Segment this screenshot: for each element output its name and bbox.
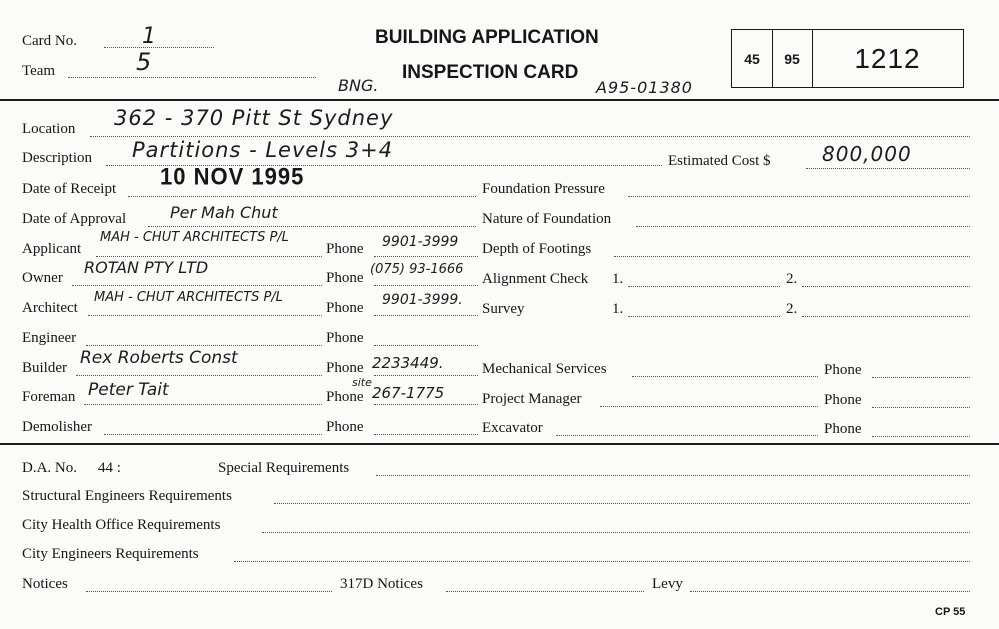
foreman-phone-leader bbox=[374, 404, 478, 405]
city-eng-req-leader bbox=[234, 561, 970, 562]
alignment-2-leader bbox=[802, 286, 970, 287]
applicant-label: Applicant bbox=[22, 241, 82, 257]
project-manager-leader bbox=[600, 406, 818, 407]
excavator-phone-label: Phone bbox=[824, 421, 862, 437]
code-year-cell: 45 bbox=[732, 30, 773, 87]
builder-value: Rex Roberts Const bbox=[80, 348, 238, 368]
structural-req-leader bbox=[274, 503, 970, 504]
form-code: CP 55 bbox=[935, 606, 966, 618]
nature-foundation-leader bbox=[636, 226, 970, 227]
form-title: BUILDING APPLICATION bbox=[375, 27, 599, 48]
reference-note: A95-01380 bbox=[596, 78, 693, 97]
architect-phone-leader bbox=[374, 315, 478, 316]
builder-label: Builder bbox=[22, 360, 67, 376]
location-value: 362 - 370 Pitt St Sydney bbox=[114, 106, 394, 130]
form-subtitle: INSPECTION CARD bbox=[402, 62, 579, 83]
alignment-2-label: 2. bbox=[786, 271, 798, 287]
health-req-leader bbox=[262, 532, 970, 533]
foreman-value: Peter Tait bbox=[88, 380, 169, 400]
demolisher-label: Demolisher bbox=[22, 419, 92, 435]
owner-value: ROTAN PTY LTD bbox=[84, 258, 209, 277]
location-leader bbox=[90, 136, 970, 137]
engineer-leader bbox=[86, 345, 322, 346]
builder-phone-leader bbox=[374, 375, 478, 376]
application-number-box bbox=[731, 29, 964, 88]
mechanical-phone-label: Phone bbox=[824, 362, 862, 378]
engineer-label: Engineer bbox=[22, 330, 77, 346]
owner-leader bbox=[72, 285, 322, 286]
foreman-site-note: site bbox=[352, 376, 372, 389]
builder-phone-value: 2233449. bbox=[372, 354, 444, 372]
applicant-leader bbox=[96, 256, 322, 257]
bng-note: BNG. bbox=[338, 76, 379, 95]
card-no-leader bbox=[104, 47, 214, 48]
foreman-label: Foreman bbox=[22, 389, 76, 405]
foundation-pressure-label: Foundation Pressure bbox=[482, 181, 605, 197]
builder-phone-label: Phone bbox=[326, 360, 364, 376]
special-req-leader bbox=[376, 475, 970, 476]
description-label: Description bbox=[22, 150, 92, 166]
levy-label: Levy bbox=[652, 576, 683, 592]
notices-317d-label: 317D Notices bbox=[340, 576, 423, 592]
main-divider bbox=[0, 443, 999, 445]
survey-2-label: 2. bbox=[786, 301, 798, 317]
approval-value: Per Mah Chut bbox=[170, 203, 278, 222]
survey-2-leader bbox=[802, 316, 970, 317]
mechanical-label: Mechanical Services bbox=[482, 361, 607, 377]
notices-leader bbox=[86, 591, 332, 592]
demolisher-leader bbox=[104, 434, 322, 435]
team-label: Team bbox=[22, 63, 56, 79]
code-series-cell: 95 bbox=[772, 30, 813, 87]
mechanical-phone-leader bbox=[872, 377, 970, 378]
engineer-phone-label: Phone bbox=[326, 330, 364, 346]
location-label: Location bbox=[22, 121, 76, 137]
application-number: 1212 bbox=[854, 42, 921, 74]
alignment-1-leader bbox=[628, 286, 780, 287]
excavator-label: Excavator bbox=[482, 420, 543, 436]
health-req-label: City Health Office Requirements bbox=[22, 517, 221, 533]
description-value: Partitions - Levels 3+4 bbox=[132, 138, 394, 162]
estimated-cost-value: 800,000 bbox=[822, 142, 912, 166]
foreman-leader bbox=[84, 404, 322, 405]
depth-footings-leader bbox=[614, 256, 970, 257]
project-manager-label: Project Manager bbox=[482, 391, 582, 407]
owner-label: Owner bbox=[22, 270, 63, 286]
city-eng-req-label: City Engineers Requirements bbox=[22, 546, 199, 562]
architect-phone-value: 9901-3999. bbox=[382, 292, 463, 308]
receipt-label: Date of Receipt bbox=[22, 181, 117, 197]
card-no-label: Card No. bbox=[22, 33, 77, 49]
foundation-pressure-leader bbox=[628, 196, 970, 197]
owner-phone-value: (075) 93-1666 bbox=[370, 262, 464, 277]
owner-phone-leader bbox=[374, 285, 478, 286]
architect-phone-label: Phone bbox=[326, 300, 364, 316]
estimated-cost-label: Estimated Cost $ bbox=[668, 153, 771, 169]
demolisher-phone-label: Phone bbox=[326, 419, 364, 435]
special-req-label: Special Requirements bbox=[218, 460, 350, 476]
survey-1-leader bbox=[628, 316, 780, 317]
team-value: 5 bbox=[136, 48, 152, 76]
estimated-cost-leader bbox=[806, 168, 970, 169]
demolisher-phone-leader bbox=[374, 434, 478, 435]
da-label: D.A. No. bbox=[22, 460, 77, 476]
architect-leader bbox=[88, 315, 322, 316]
foreman-phone-label: Phone bbox=[326, 389, 364, 405]
receipt-date-stamp: 10 NOV 1995 bbox=[160, 162, 305, 191]
mechanical-leader bbox=[632, 376, 818, 377]
approval-label: Date of Approval bbox=[22, 211, 127, 227]
applicant-value: MAH - CHUT ARCHITECTS P/L bbox=[100, 230, 289, 245]
notices-label: Notices bbox=[22, 576, 68, 592]
levy-leader bbox=[690, 591, 970, 592]
team-leader bbox=[68, 77, 316, 78]
survey-label: Survey bbox=[482, 301, 525, 317]
foreman-phone-value: 267-1775 bbox=[372, 384, 445, 402]
card-no-value: 1 bbox=[142, 24, 156, 49]
architect-value: MAH - CHUT ARCHITECTS P/L bbox=[94, 290, 283, 305]
receipt-leader bbox=[128, 196, 476, 197]
applicant-phone-label: Phone bbox=[326, 241, 364, 257]
da-value: 44 : bbox=[98, 460, 121, 476]
alignment-1-label: 1. bbox=[612, 271, 624, 287]
applicant-phone-value: 9901-3999 bbox=[382, 234, 459, 250]
structural-req-label: Structural Engineers Requirements bbox=[22, 488, 232, 504]
applicant-phone-leader bbox=[374, 256, 478, 257]
approval-leader bbox=[148, 226, 476, 227]
excavator-leader bbox=[556, 435, 818, 436]
survey-1-label: 1. bbox=[612, 301, 624, 317]
builder-leader bbox=[76, 375, 322, 376]
project-manager-phone-label: Phone bbox=[824, 392, 862, 408]
engineer-phone-leader bbox=[374, 345, 478, 346]
notices-317d-leader bbox=[446, 591, 644, 592]
depth-footings-label: Depth of Footings bbox=[482, 241, 592, 257]
header-divider bbox=[0, 99, 999, 101]
project-manager-phone-leader bbox=[872, 407, 970, 408]
alignment-label: Alignment Check bbox=[482, 271, 589, 287]
architect-label: Architect bbox=[22, 300, 78, 316]
excavator-phone-leader bbox=[872, 436, 970, 437]
owner-phone-label: Phone bbox=[326, 270, 364, 286]
nature-foundation-label: Nature of Foundation bbox=[482, 211, 612, 227]
